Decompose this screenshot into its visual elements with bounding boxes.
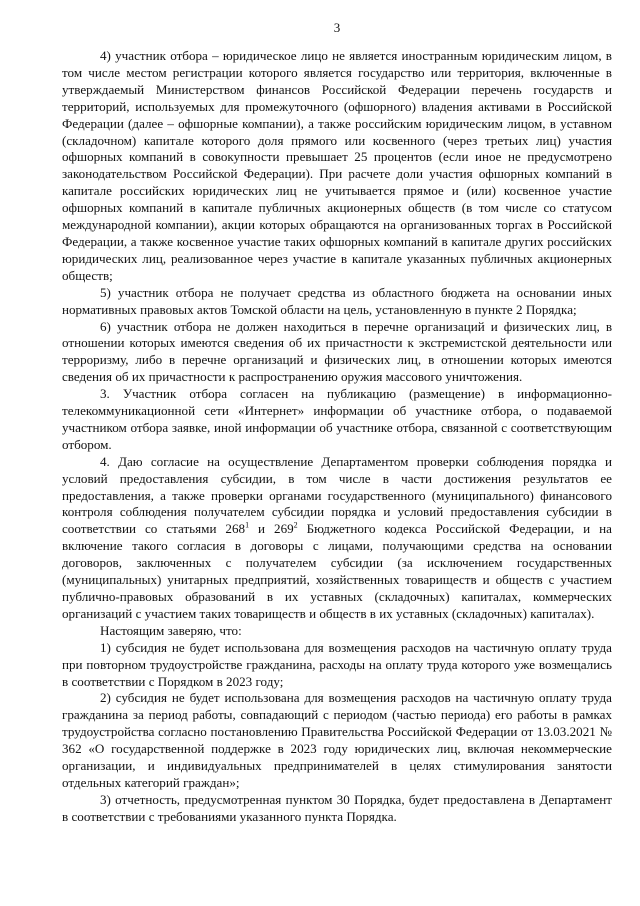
paragraph-assurance-1: 1) субсидия не будет использована для возмещения расходов на частичную оплату труда при повторном трудоустройстве гражданина, расходы на оплату труда которого уже возмещались в соответствии с Порядком в 2023 году; xyxy=(62,639,612,689)
consent-text-end: Бюджетного кодекса Российской Федерации, и на включение такого согласия в договоры с лицами, получающими средства на основании договоров, заключенных с получателем субсидии (за исключением государственных (муниципальных) унитарных предприятий, хозяйственных товариществ и обществ с участием публично-правовых образований в их уставных (складочных) капиталах, коммерческих организаций с участием таких товариществ и обществ в их уставных (складочных) капиталах). xyxy=(62,521,612,621)
page-number: 3 xyxy=(333,20,341,35)
paragraph-publication-consent: 3. Участник отбора согласен на публикацию (размещение) в информационно-телекоммуникационной сети «Интернет» информации об участнике отбора, о подаваемой участником отбора заявке, иной информации об участнике отбора, связанной с соответствующим отбором. xyxy=(62,386,612,452)
paragraph-regional-budget: 5) участник отбора не получает средства из областного бюджета на основании иных нормативных правовых актов Томской области на цель, установленную в пункте 2 Порядка; xyxy=(62,284,612,317)
paragraph-assurance-2: 2) субсидия не будет использована для возмещения расходов на частичную оплату труда гражданина за период работы, совпадающий с периодом (частью периода) его работы в рамках трудоустройства согласно постановлению Правительства Российской Федерации от 13.03.2021 № 362 «О государственной поддержке в 2023 году юридических лиц, включая некоммерческие организации, и индивидуальных предпринимателей в целях стимулирования занятости отдельных категорий граждан»; xyxy=(62,690,612,790)
paragraph-assurance-3: 3) отчетность, предусмотренная пунктом 30 Порядка, будет предоставлена в Департамент в соответствии с требованиями указанного пункта Порядка. xyxy=(62,791,612,824)
consent-text-middle: и 269 xyxy=(249,521,294,537)
paragraph-inspection-consent xyxy=(62,454,612,623)
paragraph-offshore: 4) участник отбора – юридическое лицо не является иностранным юридическим лицом, в том числе местом регистрации которого является государство или территория, включенные в утверждаемый Министерством финансов Российской Федерации перечень государств и территорий, используемых для промежуточного (офшорного) владения активами в Российской Федерации (далее – офшорные компании), а также российским юридическим лицом, в уставном (складочном) капитале которого доля прямого или косвенного (через третьих лиц) участия офшорных компаний в совокупности превышает 25 процентов (если иное не предусмотрено законодательством Российской Федерации). При расчете доли участия офшорных компаний в капитале российских юридических лиц не учитывается прямое и (или) косвенное участие офшорных компаний в капитале публичных акционерных обществ (в том числе со статусом международной компании), акции которых обращаются на организованных торгах в Российской Федерации, а также косвенное участие таких офшорных компаний в капитале других российских юридических лиц, реализованное через участие в капитале указанных публичных акционерных обществ; xyxy=(62,48,612,283)
paragraph-extremism-list: 6) участник отбора не должен находиться в перечне организаций и физических лиц, в отношении которых имеются сведения об их причастности к экстремистской деятельности или терроризму, либо в перечне организаций и физических лиц, в отношении которых имеются сведения об их причастности к распространению оружия массового уничтожения. xyxy=(62,318,612,385)
paragraph-assurance-intro: Настоящим заверяю, что: xyxy=(100,622,242,638)
consent-text-start: 4. Даю согласие на осуществление Департаментом проверки соблюдения порядка и условий предоставления субсидии, в том числе в части достижения результатов ее предоставления, а также проверки органами государственного (муниципального) финансового контроля соблюдения получателем субсидии порядка и условий предоставления субсидии в соответствии со статьями 268 xyxy=(62,453,612,537)
superscript-article-269: 2 xyxy=(293,521,298,531)
superscript-article-268: 1 xyxy=(245,521,250,531)
